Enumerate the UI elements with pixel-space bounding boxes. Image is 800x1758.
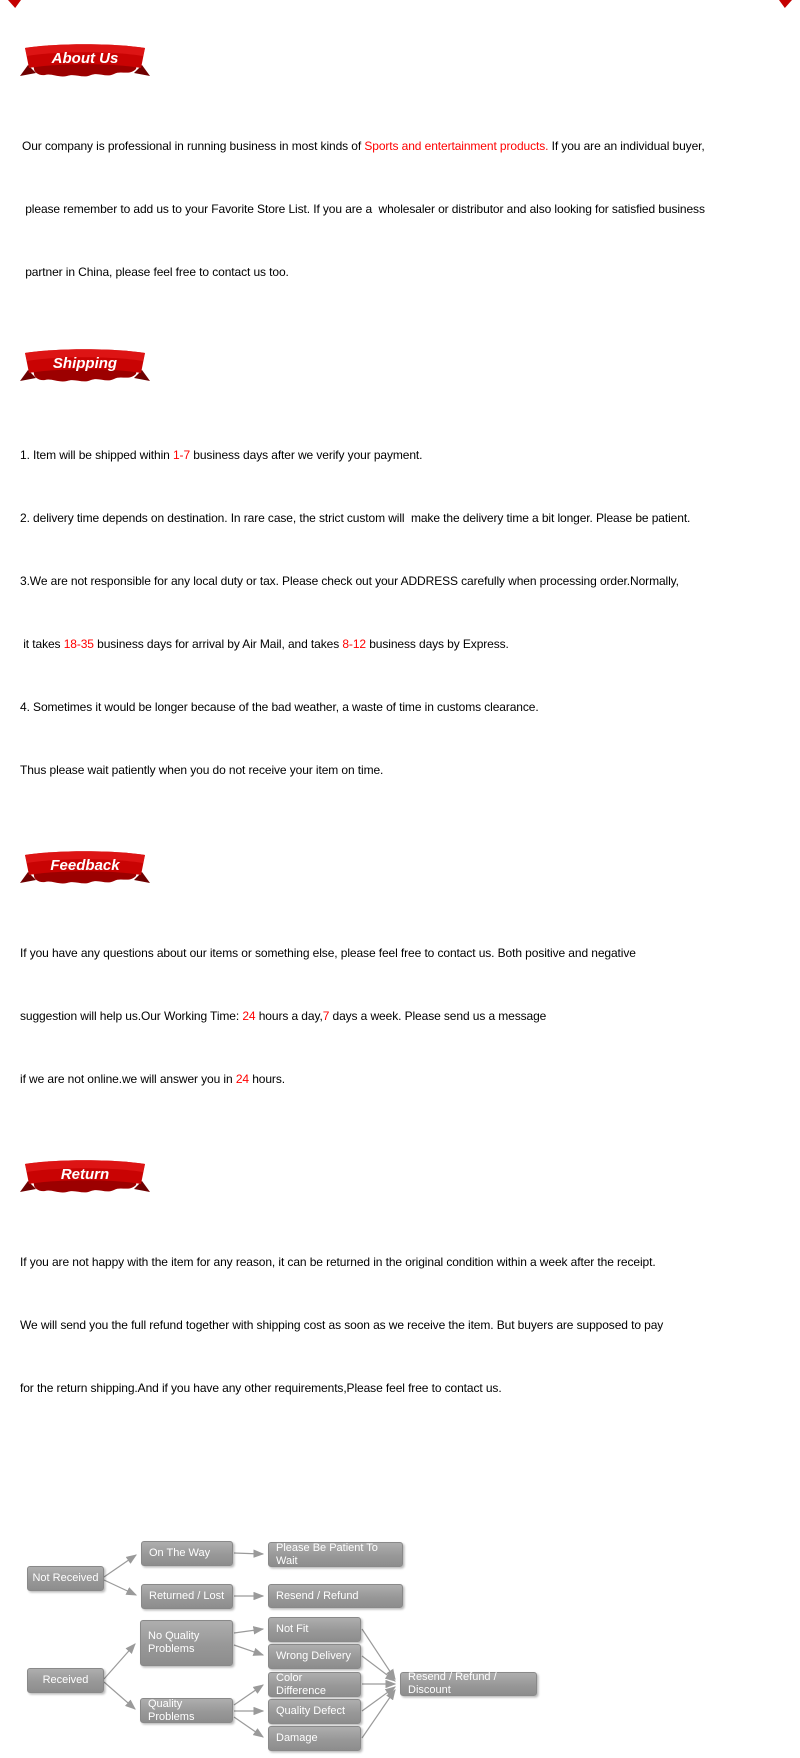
flow-node-returned-lost: Returned / Lost xyxy=(141,1584,233,1609)
text-segment: hours a day, xyxy=(255,1009,323,1023)
highlight-segment: 1-7 xyxy=(172,448,191,462)
feedback-title: Feedback xyxy=(50,857,120,874)
flow-node-please-be-patient: Please Be Patient To Wait xyxy=(268,1542,403,1567)
highlight-segment: 24 xyxy=(242,1009,256,1023)
highlight-segment: 18-35 xyxy=(63,637,94,651)
text-segment: business days by Express. xyxy=(365,637,509,651)
flow-node-not-fit: Not Fit xyxy=(268,1617,361,1642)
text-segment: business days for arrival by Air Mail, and takes xyxy=(93,637,343,651)
text-segment: days a week. Please send us a message xyxy=(329,1009,547,1023)
text-segment: suggestion will help us.Our Working Time: xyxy=(20,1009,243,1023)
text-segment: it takes xyxy=(20,637,64,651)
return-line-1: If you are not happy with the item for any reason, it can be returned in the original condition within a week after the receipt. xyxy=(20,1255,656,1269)
return-ribbon-banner xyxy=(20,1158,150,1198)
shipping-line-4 xyxy=(20,634,782,655)
return-line-2: We will send you the full refund together with shipping cost as soon as we receive the item. But buyers are supposed to pay xyxy=(20,1318,664,1332)
return-line-3: for the return shipping.And if you have any other requirements,Please feel free to contact us. xyxy=(20,1381,502,1395)
about-line-1 xyxy=(22,136,782,157)
feedback-line-3 xyxy=(20,1069,782,1090)
flow-node-quality-problems: Quality Problems xyxy=(140,1698,233,1723)
flow-node-resend-refund: Resend / Refund xyxy=(268,1584,403,1608)
shipping-line-1 xyxy=(20,445,782,466)
feedback-ribbon-banner xyxy=(20,849,150,889)
highlight-segment: 8-12 xyxy=(342,637,366,651)
shipping-ribbon-banner xyxy=(20,347,150,387)
return-title: Return xyxy=(60,1166,110,1183)
flow-node-received: Received xyxy=(27,1668,104,1693)
about-us-paragraph xyxy=(22,94,782,325)
text-segment: business days after we verify your payment. xyxy=(190,448,423,462)
about-us-ribbon-banner xyxy=(20,42,150,82)
highlight-segment: 24 xyxy=(235,1072,249,1086)
shipping-line-2: 2. delivery time depends on destination. In rare case, the strict custom will make the delivery time a bit longer. Please be patient. xyxy=(20,511,691,525)
text-segment: Our company is professional in running business in most kinds of xyxy=(22,139,365,153)
flow-node-color-difference: Color Difference xyxy=(268,1672,361,1697)
return-process-flowchart xyxy=(20,1533,782,1758)
flow-node-not-received: Not Received xyxy=(27,1566,104,1591)
shipping-title: Shipping xyxy=(52,355,118,372)
about-us-title: About Us xyxy=(51,50,119,67)
section-about-us xyxy=(20,42,782,325)
flow-node-on-the-way: On The Way xyxy=(141,1541,233,1566)
text-segment: If you are an individual buyer, xyxy=(548,139,705,153)
text-segment: hours. xyxy=(248,1072,285,1086)
flow-node-damage: Damage xyxy=(268,1726,361,1751)
about-line-3: partner in China, please feel free to contact us too. xyxy=(22,265,289,279)
shipping-line-6: Thus please wait patiently when you do not receive your item on time. xyxy=(20,763,384,777)
flow-node-resend-refund-discount: Resend / Refund / Discount xyxy=(400,1672,537,1696)
flow-node-wrong-delivery: Wrong Delivery xyxy=(268,1644,361,1669)
section-shipping xyxy=(20,347,782,823)
about-line-2: please remember to add us to your Favorite Store List. If you are a wholesaler or distributor and also looking for satisfied business xyxy=(22,202,705,216)
section-return xyxy=(20,1158,782,1441)
feedback-line-1: If you have any questions about our items or something else, please feel free to contact us. Both positive and negative xyxy=(20,946,636,960)
shipping-line-5: 4. Sometimes it would be longer because of the bad weather, a waste of time in customs clearance. xyxy=(20,700,539,714)
highlight-segment: 7 xyxy=(322,1009,330,1023)
feedback-paragraph xyxy=(20,901,782,1132)
highlight-segment: Sports and entertainment products. xyxy=(364,139,549,153)
text-segment: if we are not online.we will answer you in xyxy=(20,1072,236,1086)
shipping-paragraph xyxy=(20,403,782,823)
return-paragraph xyxy=(20,1210,782,1441)
shipping-line-3: 3.We are not responsible for any local duty or tax. Please check out your ADDRESS carefully when processing order.Normally, xyxy=(20,574,679,588)
flow-node-no-quality-problems: No Quality Problems xyxy=(140,1620,233,1666)
text-segment: 1. Item will be shipped within xyxy=(20,448,173,462)
section-feedback xyxy=(20,849,782,1132)
flow-node-quality-defect: Quality Defect xyxy=(268,1699,361,1724)
feedback-line-2 xyxy=(20,1006,782,1027)
